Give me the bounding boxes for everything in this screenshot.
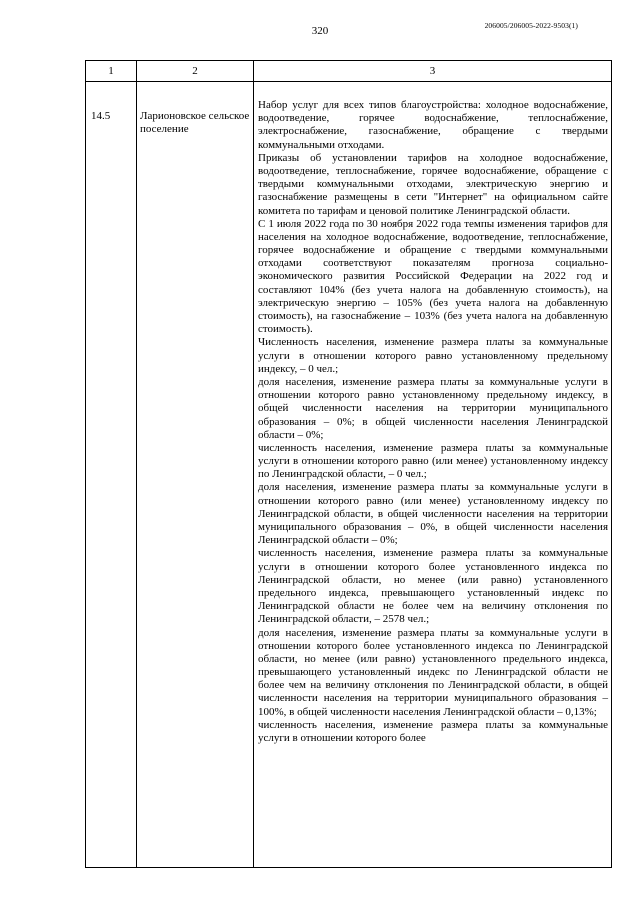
paragraph-population-above: численность населения, изменение размера платы за коммунальные услуги в отношении которого более [258, 718, 608, 744]
column-header-2: 2 [137, 61, 254, 82]
table-header-row [86, 61, 612, 82]
page-number: 320 [311, 25, 329, 37]
paragraph-services: Набор услуг для всех типов благоустройства: холодное водоснабжение, водоотведение, горячее водоснабжение, теплоснабжение, электроснабжение, газоснабжение, обращение с твердыми коммунальными отходами. [258, 99, 608, 151]
document-code: 206005/206005-2022-9503(1) [484, 21, 578, 30]
settlement-name: Ларионовское сельское поселение [137, 82, 254, 868]
tariff-table [85, 60, 612, 868]
paragraph-orders: Приказы об установлении тарифов на холодное водоснабжение, водоотведение, теплоснабжение, горячее водоснабжение, обращение с твердыми коммунальными отходами, электрическую энергию и газоснабжение размещены в сети "Интернет" на официальном сайте комитета по тарифам и ценовой политике Ленинградской области. [258, 151, 608, 217]
table-row [86, 82, 612, 868]
column-header-1: 1 [86, 61, 137, 82]
paragraph-population-more: численность населения, изменение размера платы за коммунальные услуги в отношении которого более установленного индекса по Ленинградской области, но менее (или равно) установленного предельного индекса, превышающего установленный индекс по Ленинградской области не более чем на величину отклонения по Ленинградской области, – 2578 чел.; [258, 547, 608, 626]
paragraph-population-less: численность населения, изменение размера платы за коммунальные услуги в отношении которого равно (или менее) установленному индексу по Ленинградской области, – 0 чел.; [258, 441, 608, 481]
paragraph-share-equal: доля населения, изменение размера платы за коммунальные услуги в отношении которого равно установленному предельному индексу, в общей численности населения на территории муниципального образования – 0%; в общей численности населения Ленинградской области – 0%; [258, 375, 608, 441]
row-number: 14.5 [86, 82, 137, 868]
paragraph-share-less: доля населения, изменение размера платы за коммунальные услуги в отношении которого равно (или менее) установленному индексу по Ленинградской области, в общей численности населения на территории муниципального образования – 0%, в общей численности населения Ленинградской области – 0%; [258, 481, 608, 547]
description-cell [254, 82, 612, 868]
paragraph-tariff-rates: С 1 июля 2022 года по 30 ноября 2022 года темпы изменения тарифов для населения на холодное водоснабжение, водоотведение, теплоснабжение, горячее водоснабжение и обращение с твердыми коммунальными отходами соответствуют показателям прогноза социально-экономического развития Российской Федерации на 2022 год и составляют 104% (без учета налога на добавленную стоимость), на электрическую энергию – 105% (без учета налога на добавленную стоимость), на газоснабжение – 103% (без учета налога на добавленную стоимость). [258, 217, 608, 336]
paragraph-population-equal: Численность населения, изменение размера платы за коммунальные услуги в отношении которого равно установленному предельному индексу, – 0 чел.; [258, 336, 608, 375]
paragraph-share-more: доля населения, изменение размера платы за коммунальные услуги в отношении которого более установленного индекса по Ленинградской области, но менее (или равно) установленного предельного индекса, превышающего установленный индекс по Ленинградской области не более чем на величину отклонения по Ленинградской области, в общей численности населения на территории муниципального образования – 100%, в общей численности населения Ленинградской области – 0,13%; [258, 626, 608, 718]
column-header-3: 3 [254, 61, 612, 82]
